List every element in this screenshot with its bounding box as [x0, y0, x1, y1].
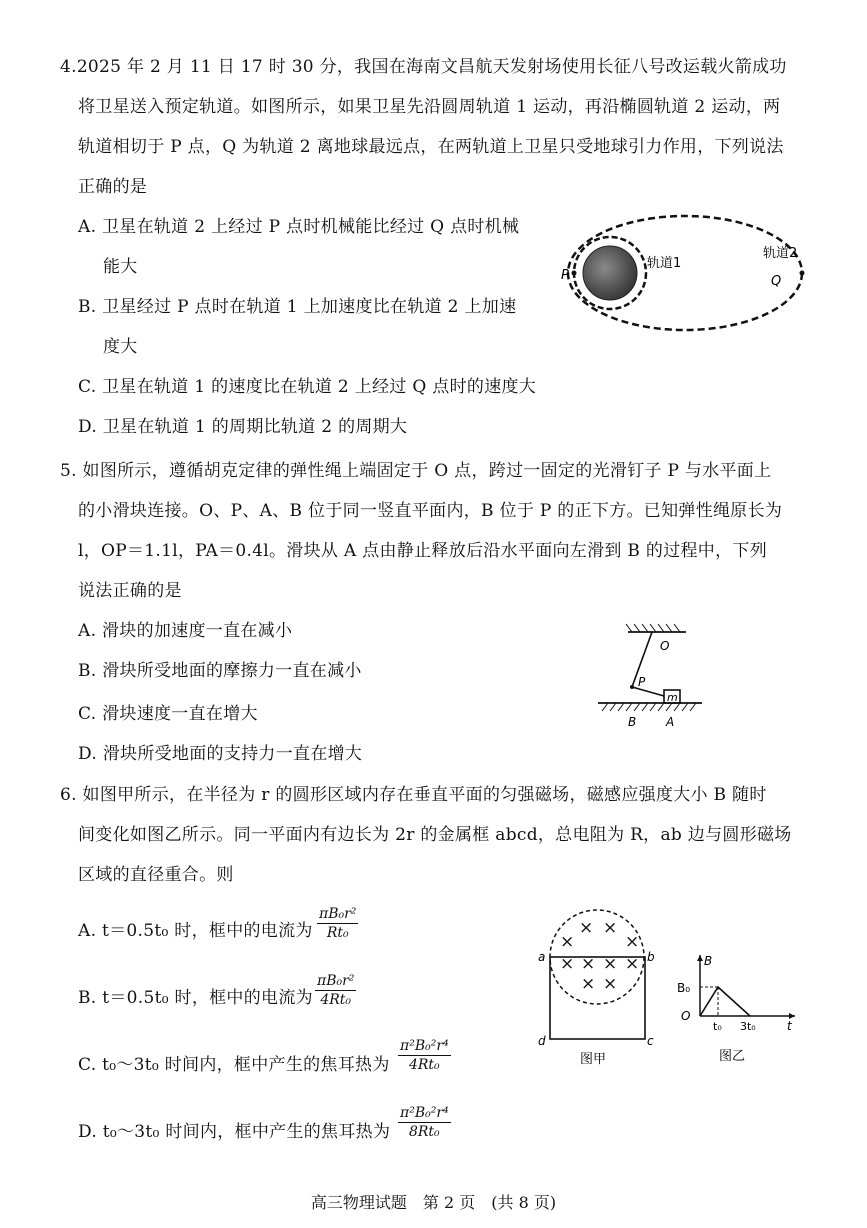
- q6-option-d-fraction: [398, 1104, 451, 1141]
- label-o: O: [660, 639, 670, 653]
- label-b: B: [628, 715, 637, 729]
- tick-label-b0: B₀: [677, 981, 691, 995]
- label-orbit1: 轨道1: [647, 256, 682, 271]
- q5-stem-line3: l，OP＝1.1l，PA＝0.4l。滑块从 A 点由静止释放后沿水平面向左滑到 B 的过程中，下列: [78, 541, 767, 561]
- q4-option-b: B. 卫星经过 P 点时在轨道 1 上加速度比在轨道 2 上加速: [78, 297, 517, 317]
- label-q: Q: [771, 274, 782, 289]
- label-a: a: [538, 950, 546, 964]
- svg-text:×: ×: [581, 954, 596, 974]
- q4-stem-line2: 将卫星送入预定轨道。如图所示，如果卫星先沿圆周轨道 1 运动，再沿椭圆轨道 2 运动，两: [78, 97, 781, 117]
- fraction-numerator: πB₀r²: [319, 906, 357, 922]
- q6-option-b: B. t＝0.5t₀ 时，框中的电流为: [78, 988, 313, 1008]
- q5-option-a: A. 滑块的加速度一直在减小: [78, 621, 293, 641]
- magnetic-field-crosses: [560, 918, 639, 994]
- q6-option-a: A. t＝0.5t₀ 时，框中的电流为: [78, 921, 313, 941]
- svg-text:×: ×: [625, 954, 640, 974]
- q4-option-a: A. 卫星在轨道 2 上经过 P 点时机械能比经过 Q 点时机械: [78, 217, 520, 237]
- q6-option-c-fraction: [398, 1037, 451, 1074]
- q6-option-b-fraction: [315, 972, 356, 1009]
- svg-text:×: ×: [560, 954, 575, 974]
- q6-figure-jia: [535, 905, 665, 1070]
- fraction-denominator: 8Rt₀: [408, 1124, 440, 1140]
- label-p: P: [638, 675, 646, 689]
- axis-label-t: t: [787, 1019, 792, 1033]
- q4-option-b-cont: 度大: [103, 337, 138, 357]
- svg-text:×: ×: [625, 932, 640, 952]
- tick-label-t0: t₀: [713, 1020, 722, 1033]
- fraction-denominator: Rt₀: [326, 925, 349, 941]
- label-p: P: [561, 268, 569, 283]
- q5-option-b: B. 滑块所受地面的摩擦力一直在减小: [78, 661, 362, 681]
- q4-orbit-figure: [555, 205, 805, 335]
- label-c: c: [647, 1034, 654, 1048]
- q5-option-d: D. 滑块所受地面的支持力一直在增大: [78, 744, 363, 764]
- svg-text:×: ×: [603, 918, 618, 938]
- q5-rope-figure: [590, 620, 705, 735]
- q5-stem-line2: 的小滑块连接。O、P、A、B 位于同一竖直平面内，B 位于 P 的正下方。已知弹性绳原长为: [78, 501, 783, 521]
- axis-label-b: B: [704, 954, 713, 968]
- q4-stem-line4: 正确的是: [78, 177, 148, 197]
- q6-stem-line1: 6. 如图甲所示，在半径为 r 的圆形区域内存在垂直平面的匀强磁场，磁感应强度大小 B 随时: [60, 785, 767, 805]
- caption-jia: 图甲: [580, 1052, 607, 1067]
- label-m: m: [667, 691, 678, 704]
- q4-stem-line3: 轨道相切于 P 点，Q 为轨道 2 离地球最远点，在两轨道上卫星只受地球引力作用，下列说法: [78, 137, 784, 157]
- q6-option-a-fraction: [317, 905, 358, 942]
- svg-text:×: ×: [603, 974, 618, 994]
- fraction-numerator: π²B₀²r⁴: [400, 1038, 449, 1054]
- label-a: A: [666, 715, 675, 729]
- q6-option-c: C. t₀～3t₀ 时间内，框中产生的焦耳热为: [78, 1055, 390, 1075]
- q5-stem-line1: 5. 如图所示，遵循胡克定律的弹性绳上端固定于 O 点，跨过一固定的光滑钉子 P 与水平面上: [60, 461, 772, 481]
- q6-stem-line3: 区域的直径重合。则: [78, 865, 234, 885]
- q5-option-c: C. 滑块速度一直在增大: [78, 704, 258, 724]
- q6-option-d: D. t₀～3t₀ 时间内，框中产生的焦耳热为: [78, 1122, 391, 1142]
- q5-stem-line4: 说法正确的是: [78, 581, 182, 601]
- q4-option-a-cont: 能大: [103, 257, 138, 277]
- q6-figure-yi: [673, 950, 803, 1075]
- q4-option-d: D. 卫星在轨道 1 的周期比轨道 2 的周期大: [78, 417, 408, 437]
- fraction-denominator: 4Rt₀: [320, 992, 352, 1008]
- q4-option-c: C. 卫星在轨道 1 的速度比在轨道 2 上经过 Q 点时的速度大: [78, 377, 537, 397]
- label-orbit2: 轨道2: [763, 246, 798, 261]
- q4-stem-line1: 4.2025 年 2 月 11 日 17 时 30 分，我国在海南文昌航天发射场使用长征八号改运载火箭成功: [60, 57, 787, 77]
- fraction-numerator: πB₀r²: [317, 973, 355, 989]
- earth: [583, 246, 637, 300]
- origin-label: O: [681, 1009, 691, 1023]
- fraction-denominator: 4Rt₀: [408, 1057, 440, 1073]
- page-footer: 高三物理试题 第 2 页 (共 8 页): [310, 1193, 557, 1212]
- tick-label-3t0: 3t₀: [740, 1020, 756, 1033]
- fraction-numerator: π²B₀²r⁴: [400, 1105, 449, 1121]
- svg-text:×: ×: [560, 932, 575, 952]
- svg-text:×: ×: [579, 918, 594, 938]
- q6-stem-line2: 间变化如图乙所示。同一平面内有边长为 2r 的金属框 abcd，总电阻为 R，ab 边与圆形磁场: [78, 825, 792, 845]
- caption-yi: 图乙: [719, 1049, 746, 1064]
- svg-text:×: ×: [581, 974, 596, 994]
- label-d: d: [538, 1034, 546, 1048]
- svg-text:×: ×: [603, 954, 618, 974]
- label-b: b: [647, 950, 655, 964]
